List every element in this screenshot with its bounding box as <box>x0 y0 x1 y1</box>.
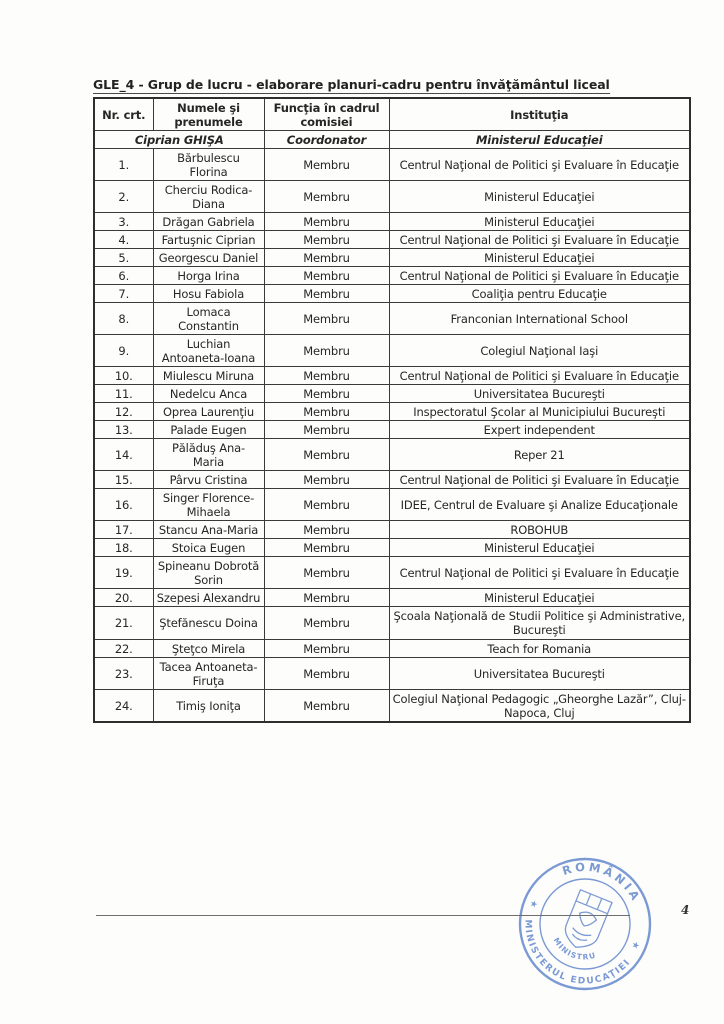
cell-institution: Ministerul Educaţiei <box>389 181 690 213</box>
cell-role: Membru <box>264 231 389 249</box>
table-row <box>94 471 690 489</box>
cell-name: Palade Eugen <box>153 421 264 439</box>
table-row <box>94 213 690 231</box>
header-function: Funcţia în cadrul comisiei <box>264 98 389 131</box>
cell-role: Membru <box>264 249 389 267</box>
coat-of-arms-icon <box>560 890 612 954</box>
cell-name: Oprea Laurenţiu <box>153 403 264 421</box>
cell-role: Membru <box>264 385 389 403</box>
table-row <box>94 607 690 639</box>
table-row <box>94 267 690 285</box>
cell-institution: ROBOHUB <box>389 521 690 539</box>
cell-institution: Expert independent <box>389 421 690 439</box>
cell-nr: 10. <box>94 367 153 385</box>
cell-role: Membru <box>264 489 389 521</box>
coordinator-institution: Ministerul Educaţiei <box>389 131 690 149</box>
table-row <box>94 403 690 421</box>
table-row <box>94 385 690 403</box>
cell-role: Membru <box>264 267 389 285</box>
cell-nr: 13. <box>94 421 153 439</box>
table-row <box>94 489 690 521</box>
cell-role: Membru <box>264 181 389 213</box>
cell-institution: Şcoala Naţională de Studii Politice şi Administrative, Bucureşti <box>389 607 690 639</box>
table-row <box>94 521 690 539</box>
cell-name: Horga Irina <box>153 267 264 285</box>
cell-role: Membru <box>264 539 389 557</box>
table-row <box>94 639 690 657</box>
cell-name: Bărbulescu Florina <box>153 149 264 181</box>
coordinator-role: Coordonator <box>264 131 389 149</box>
cell-name: Szepesi Alexandru <box>153 589 264 607</box>
cell-name: Lomaca Constantin <box>153 303 264 335</box>
cell-name: Pălăduş Ana-Maria <box>153 439 264 471</box>
signature-line <box>96 915 630 916</box>
stamp-country-text: ROMÂNIA <box>560 859 644 906</box>
cell-name: Ştefănescu Doina <box>153 607 264 639</box>
cell-role: Membru <box>264 213 389 231</box>
table-row <box>94 285 690 303</box>
table-row <box>94 589 690 607</box>
cell-institution: Colegiul Naţional Pedagogic „Gheorghe Lazăr”, Cluj-Napoca, Cluj <box>389 689 690 722</box>
cell-nr: 8. <box>94 303 153 335</box>
cell-name: Fartuşnic Ciprian <box>153 231 264 249</box>
cell-institution: Ministerul Educaţiei <box>389 539 690 557</box>
cell-name: Cherciu Rodica-Diana <box>153 181 264 213</box>
cell-nr: 23. <box>94 657 153 689</box>
cell-nr: 15. <box>94 471 153 489</box>
cell-role: Membru <box>264 607 389 639</box>
cell-institution: Universitatea Bucureşti <box>389 385 690 403</box>
cell-institution: Centrul Naţional de Politici şi Evaluare în Educaţie <box>389 231 690 249</box>
cell-nr: 21. <box>94 607 153 639</box>
cell-name: Singer Florence-Mihaela <box>153 489 264 521</box>
page-number: 4 <box>681 903 690 917</box>
cell-institution: Centrul Naţional de Politici şi Evaluare în Educaţie <box>389 149 690 181</box>
cell-role: Membru <box>264 521 389 539</box>
cell-role: Membru <box>264 335 389 367</box>
cell-role: Membru <box>264 367 389 385</box>
cell-name: Stancu Ana-Maria <box>153 521 264 539</box>
cell-nr: 22. <box>94 639 153 657</box>
table-row <box>94 303 690 335</box>
cell-nr: 3. <box>94 213 153 231</box>
table-row <box>94 249 690 267</box>
table-row <box>94 657 690 689</box>
cell-institution: Universitatea Bucureşti <box>389 657 690 689</box>
table-row <box>94 421 690 439</box>
cell-nr: 5. <box>94 249 153 267</box>
table-row <box>94 149 690 181</box>
cell-name: Georgescu Daniel <box>153 249 264 267</box>
cell-name: Nedelcu Anca <box>153 385 264 403</box>
cell-institution: Colegiul Naţional Iaşi <box>389 335 690 367</box>
header-name: Numele şi prenumele <box>153 98 264 131</box>
cell-institution: Coaliţia pentru Educaţie <box>389 285 690 303</box>
cell-role: Membru <box>264 439 389 471</box>
cell-institution: Centrul Naţional de Politici şi Evaluare în Educaţie <box>389 267 690 285</box>
cell-nr: 1. <box>94 149 153 181</box>
cell-nr: 2. <box>94 181 153 213</box>
cell-institution: Centrul Naţional de Politici şi Evaluare în Educaţie <box>389 557 690 589</box>
cell-role: Membru <box>264 403 389 421</box>
cell-name: Stoica Eugen <box>153 539 264 557</box>
table-row <box>94 367 690 385</box>
ministry-round-stamp <box>509 848 661 1000</box>
stamp-inner-title-text: MINISTRU <box>551 936 598 962</box>
cell-name: Hosu Fabiola <box>153 285 264 303</box>
cell-name: Luchian Antoaneta-Ioana <box>153 335 264 367</box>
cell-name: Tacea Antoaneta-Firuţa <box>153 657 264 689</box>
cell-institution: Franconian International School <box>389 303 690 335</box>
cell-name: Spineanu Dobrotă Sorin <box>153 557 264 589</box>
cell-role: Membru <box>264 557 389 589</box>
coordinator-row <box>94 131 690 149</box>
cell-institution: Centrul Naţional de Politici şi Evaluare în Educaţie <box>389 471 690 489</box>
cell-nr: 11. <box>94 385 153 403</box>
cell-role: Membru <box>264 639 389 657</box>
cell-nr: 6. <box>94 267 153 285</box>
header-institution: Instituţia <box>389 98 690 131</box>
header-nr-crt: Nr. crt. <box>94 98 153 131</box>
cell-name: Drăgan Gabriela <box>153 213 264 231</box>
cell-role: Membru <box>264 589 389 607</box>
cell-nr: 17. <box>94 521 153 539</box>
cell-institution: Ministerul Educaţiei <box>389 589 690 607</box>
cell-name: Şteţco Mirela <box>153 639 264 657</box>
cell-institution: Centrul Naţional de Politici şi Evaluare în Educaţie <box>389 367 690 385</box>
cell-nr: 9. <box>94 335 153 367</box>
cell-institution: Reper 21 <box>389 439 690 471</box>
table-row <box>94 557 690 589</box>
table-row <box>94 181 690 213</box>
cell-nr: 12. <box>94 403 153 421</box>
cell-role: Membru <box>264 285 389 303</box>
cell-name: Pârvu Cristina <box>153 471 264 489</box>
cell-role: Membru <box>264 657 389 689</box>
cell-nr: 4. <box>94 231 153 249</box>
star-icon: ★ <box>527 898 540 911</box>
table-header-row <box>94 98 690 131</box>
cell-nr: 18. <box>94 539 153 557</box>
cell-role: Membru <box>264 689 389 722</box>
cell-institution: IDEE, Centrul de Evaluare şi Analize Educaţionale <box>389 489 690 521</box>
working-group-table <box>93 97 691 723</box>
cell-nr: 7. <box>94 285 153 303</box>
document-title: GLE_4 - Grup de lucru - elaborare planuri-cadru pentru învăţământul liceal <box>93 77 610 92</box>
cell-nr: 24. <box>94 689 153 722</box>
cell-role: Membru <box>264 471 389 489</box>
cell-nr: 14. <box>94 439 153 471</box>
cell-role: Membru <box>264 303 389 335</box>
star-icon: ★ <box>629 939 642 953</box>
cell-institution: Teach for Romania <box>389 639 690 657</box>
table-row <box>94 335 690 367</box>
cell-name: Miulescu Miruna <box>153 367 264 385</box>
cell-role: Membru <box>264 421 389 439</box>
cell-role: Membru <box>264 149 389 181</box>
table-row <box>94 539 690 557</box>
table-row <box>94 231 690 249</box>
cell-nr: 19. <box>94 557 153 589</box>
stamp-ministry-text: MINISTERUL EDUCAŢIEI <box>522 919 634 987</box>
table-row <box>94 439 690 471</box>
cell-institution: Ministerul Educaţiei <box>389 213 690 231</box>
table-row <box>94 689 690 722</box>
coordinator-name: Ciprian GHIŞA <box>94 131 264 149</box>
cell-institution: Ministerul Educaţiei <box>389 249 690 267</box>
cell-name: Timiş Ioniţa <box>153 689 264 722</box>
cell-institution: Inspectoratul Şcolar al Municipiului Bucureşti <box>389 403 690 421</box>
cell-nr: 16. <box>94 489 153 521</box>
cell-nr: 20. <box>94 589 153 607</box>
